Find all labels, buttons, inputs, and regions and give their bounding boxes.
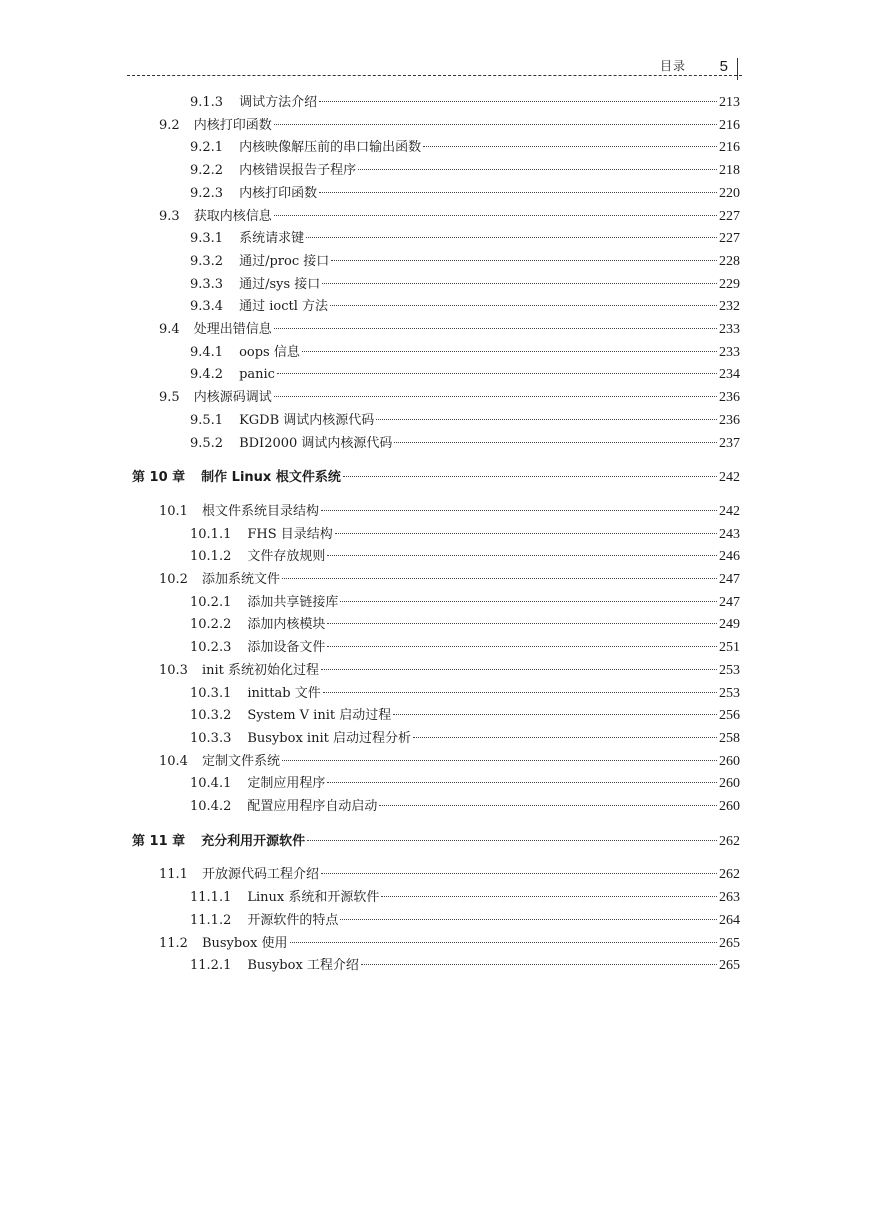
toc-entry-page: 243 (719, 526, 740, 542)
toc-entry-number: 9.3.1 (190, 231, 224, 247)
toc-subsection-entry[interactable] (0, 683, 740, 705)
toc-subsection-entry[interactable] (0, 773, 740, 795)
toc-subsection-entry[interactable] (0, 546, 740, 568)
toc-section-entry[interactable] (0, 751, 740, 773)
toc-entry-number: 10.1.2 (190, 549, 232, 565)
toc-entry-title: init 系统初始化过程 (201, 662, 319, 678)
toc-entry-number: 10.2.1 (190, 594, 232, 610)
toc-dot-leader (379, 805, 717, 806)
toc-dot-leader (274, 124, 717, 125)
toc-dot-leader (274, 215, 717, 216)
toc-entry-title: 调试方法介绍 (239, 95, 318, 110)
toc-entry-page: 242 (719, 470, 740, 486)
toc-entry-page: 220 (719, 185, 740, 201)
toc-entry-title: 通过/sys 接口 (239, 276, 321, 292)
toc-dot-leader (322, 283, 717, 284)
toc-subsection-entry[interactable] (0, 92, 740, 114)
toc-entry-title: 处理出错信息 (193, 322, 272, 337)
toc-entry-title: KGDB 调试内核源代码 (239, 412, 375, 428)
toc-subsection-entry[interactable] (0, 955, 740, 977)
toc-entry-title: BDI2000 调试内核源代码 (239, 435, 393, 451)
toc-entry-number: 9.2.1 (190, 140, 224, 156)
toc-entry-page: 265 (719, 935, 740, 951)
toc-subsection-entry[interactable] (0, 251, 740, 273)
toc-entry-number: 10.3 (159, 662, 188, 678)
toc-section-entry[interactable] (0, 660, 740, 682)
toc-entry-page: 236 (719, 412, 740, 428)
toc-subsection-entry[interactable] (0, 614, 740, 636)
header-page-number: 5 (719, 58, 728, 75)
toc-dot-leader (306, 237, 717, 238)
toc-entry-number: 10.1.1 (190, 526, 232, 542)
toc-section-entry[interactable] (0, 569, 740, 591)
toc-entry-number: 第 10 章 (132, 470, 186, 486)
toc-entry-page: 256 (719, 708, 740, 724)
toc-entry-number: 9.5.2 (190, 435, 224, 451)
toc-dot-leader (319, 101, 717, 102)
toc-entry-number: 10.3.3 (190, 730, 232, 746)
toc-dot-leader (340, 919, 717, 920)
toc-section-entry[interactable] (0, 115, 740, 137)
toc-entry-page: 264 (719, 912, 740, 928)
toc-section-entry[interactable] (0, 387, 740, 409)
toc-dot-leader (282, 760, 717, 761)
toc-entry-title: 内核打印函数 (193, 117, 272, 133)
toc-entry-number: 9.3 (159, 208, 180, 224)
toc-entry-number: 9.2.2 (190, 163, 224, 179)
toc-entry-number: 10.4.1 (190, 776, 232, 792)
toc-entry-page: 236 (719, 390, 740, 406)
toc-entry-page: 227 (719, 208, 740, 224)
toc-entry-page: 227 (719, 231, 740, 247)
toc-subsection-entry[interactable] (0, 728, 740, 750)
toc-entry-number: 10.4 (159, 753, 188, 769)
toc-entry-title: 添加系统文件 (201, 572, 280, 587)
toc-subsection-entry[interactable] (0, 524, 740, 546)
toc-subsection-entry[interactable] (0, 705, 740, 727)
toc-entry-title: 通过/proc 接口 (239, 253, 330, 269)
toc-entry-title: Busybox 使用 (201, 935, 288, 951)
toc-dot-leader (321, 510, 717, 511)
toc-entry-page: 260 (719, 799, 740, 814)
toc-chapter-entry[interactable] (0, 831, 740, 853)
toc-dot-leader (343, 476, 717, 477)
toc-entry-page: 260 (719, 776, 740, 792)
toc-entry-title: 内核打印函数 (239, 185, 318, 201)
toc-subsection-entry[interactable] (0, 183, 740, 205)
toc-dot-leader (327, 782, 717, 783)
toc-entry-page: 253 (719, 662, 740, 678)
toc-entry-number: 11.2 (159, 935, 188, 951)
toc-entry-title: 文件存放规则 (247, 549, 326, 565)
toc-dot-leader (376, 419, 717, 420)
toc-dot-leader (274, 328, 717, 329)
toc-entry-page: 232 (719, 299, 740, 315)
toc-entry-page: 216 (719, 117, 740, 133)
toc-entry-page: 262 (719, 833, 740, 849)
toc-dot-leader (327, 555, 717, 556)
toc-subsection-entry[interactable] (0, 228, 740, 250)
toc-entry-title: 配置应用程序自动启动 (247, 799, 378, 814)
toc-entry-number: 9.3.3 (190, 276, 224, 292)
toc-entry-page: 233 (719, 344, 740, 360)
toc-entry-title: 通过 ioctl 方法 (239, 299, 328, 315)
toc-dot-leader (361, 964, 717, 965)
toc-entry-title: panic (239, 367, 275, 383)
toc-subsection-entry[interactable] (0, 796, 740, 818)
toc-dot-leader (340, 601, 717, 602)
toc-entry-number: 9.1.3 (190, 95, 224, 110)
toc-entry-title: inittab 文件 (247, 685, 321, 701)
toc-dot-leader (393, 714, 717, 715)
toc-subsection-entry[interactable] (0, 137, 740, 159)
toc-dot-leader (327, 646, 717, 647)
toc-entry-number: 10.2.3 (190, 640, 232, 656)
toc-dot-leader (381, 896, 717, 897)
toc-entry-page: 265 (719, 958, 740, 974)
toc-entry-number: 9.2 (159, 117, 180, 133)
toc-dot-leader (321, 873, 717, 874)
toc-subsection-entry[interactable] (0, 364, 740, 386)
toc-entry-page: 233 (719, 322, 740, 337)
toc-dot-leader (277, 373, 717, 374)
toc-entry-title: 定制文件系统 (201, 753, 280, 769)
toc-entry-page: 237 (719, 435, 740, 451)
toc-entry-title: 根文件系统目录结构 (201, 503, 319, 519)
toc-entry-number: 11.2.1 (190, 958, 232, 974)
toc-entry-title: oops 信息 (239, 344, 300, 360)
toc-entry-number: 9.5.1 (190, 412, 224, 428)
toc-dot-leader (290, 942, 717, 943)
toc-dot-leader (307, 840, 717, 841)
toc-dot-leader (331, 260, 717, 261)
toc-entry-page: 228 (719, 253, 740, 269)
toc-dot-leader (282, 578, 717, 579)
toc-entry-title: System V init 启动过程 (247, 708, 392, 724)
toc-dot-leader (327, 623, 717, 624)
toc-entry-page: 213 (719, 95, 740, 110)
toc-dot-leader (323, 692, 717, 693)
toc-entry-title: Busybox 工程介绍 (247, 958, 359, 974)
toc-section-entry[interactable] (0, 864, 740, 886)
toc-subsection-entry[interactable] (0, 160, 740, 182)
toc-entry-page: 251 (719, 640, 740, 656)
toc-dot-leader (413, 737, 717, 738)
toc-entry-title: 定制应用程序 (247, 776, 326, 792)
toc-dot-leader (319, 192, 717, 193)
toc-section-entry[interactable] (0, 501, 740, 523)
toc-entry-number: 10.1 (159, 503, 188, 519)
toc-subsection-entry[interactable] (0, 410, 740, 432)
toc-dot-leader (321, 669, 717, 670)
toc-entry-title: Busybox init 启动过程分析 (247, 730, 411, 746)
toc-section-entry[interactable] (0, 933, 740, 955)
toc-entry-title: 添加共享链接库 (247, 594, 339, 610)
toc-subsection-entry[interactable] (0, 274, 740, 296)
toc-entry-number: 10.4.2 (190, 799, 232, 814)
toc-entry-page: 216 (719, 140, 740, 156)
toc-dot-leader (394, 442, 717, 443)
toc-entry-page: 234 (719, 367, 740, 383)
toc-entry-number: 10.2.2 (190, 617, 232, 633)
toc-chapter-entry[interactable] (0, 467, 740, 489)
toc-entry-number: 11.1.1 (190, 890, 232, 906)
toc-subsection-entry[interactable] (0, 296, 740, 318)
toc-entry-title: 制作 Linux 根文件系统 (201, 470, 341, 486)
toc-entry-page: 247 (719, 572, 740, 587)
toc-entry-number: 9.3.2 (190, 253, 224, 269)
toc-entry-page: 229 (719, 276, 740, 292)
toc-entry-number: 9.3.4 (190, 299, 224, 315)
toc-entry-number: 9.4 (159, 322, 180, 337)
toc-entry-page: 263 (719, 890, 740, 906)
toc-entry-page: 247 (719, 594, 740, 610)
toc-dot-leader (302, 351, 717, 352)
toc-entry-number: 10.3.1 (190, 685, 232, 701)
toc-entry-title: 内核源码调试 (193, 390, 272, 406)
header-title: 目录 (659, 59, 686, 73)
toc-dot-leader (330, 305, 717, 306)
toc-subsection-entry[interactable] (0, 637, 740, 659)
toc-entry-number: 9.4.1 (190, 344, 224, 360)
toc-entry-page: 242 (719, 503, 740, 519)
toc-entry-number: 10.2 (159, 572, 188, 587)
toc-subsection-entry[interactable] (0, 910, 740, 932)
toc-entry-title: 系统请求键 (239, 231, 305, 247)
toc-section-entry[interactable] (0, 206, 740, 228)
toc-entry-number: 10.3.2 (190, 708, 232, 724)
toc-entry-page: 260 (719, 753, 740, 769)
toc-entry-number: 11.1.2 (190, 912, 232, 928)
toc-entry-title: 开放源代码工程介绍 (201, 867, 319, 883)
toc-entry-page: 253 (719, 685, 740, 701)
toc-entry-title: 内核错误报告子程序 (239, 163, 357, 179)
toc-entry-page: 218 (719, 163, 740, 179)
toc-entry-number: 9.4.2 (190, 367, 224, 383)
toc-dot-leader (274, 396, 717, 397)
toc-entry-page: 262 (719, 867, 740, 883)
toc-entry-number: 第 11 章 (132, 833, 186, 849)
toc-subsection-entry[interactable] (0, 592, 740, 614)
toc-dot-leader (423, 146, 717, 147)
toc-subsection-entry[interactable] (0, 887, 740, 909)
toc-subsection-entry[interactable] (0, 433, 740, 455)
toc-entry-number: 11.1 (159, 867, 188, 883)
toc-entry-number: 9.5 (159, 390, 180, 406)
toc-entry-title: 获取内核信息 (193, 208, 272, 224)
toc-entry-page: 246 (719, 549, 740, 565)
toc-entry-title: Linux 系统和开源软件 (247, 890, 380, 906)
toc-section-entry[interactable] (0, 319, 740, 341)
toc-entry-title: FHS 目录结构 (247, 526, 333, 542)
toc-entry-page: 249 (719, 617, 740, 633)
toc-entry-title: 添加设备文件 (247, 640, 326, 656)
toc-dot-leader (358, 169, 717, 170)
toc-entry-title: 添加内核模块 (247, 617, 326, 633)
toc-dot-leader (335, 533, 717, 534)
toc-entry-title: 充分利用开源软件 (201, 833, 306, 849)
toc-entry-number: 9.2.3 (190, 185, 224, 201)
toc-entry-title: 内核映像解压前的串口输出函数 (239, 140, 422, 156)
toc-entry-page: 258 (719, 730, 740, 746)
toc-entry-title: 开源软件的特点 (247, 912, 339, 928)
toc-subsection-entry[interactable] (0, 342, 740, 364)
